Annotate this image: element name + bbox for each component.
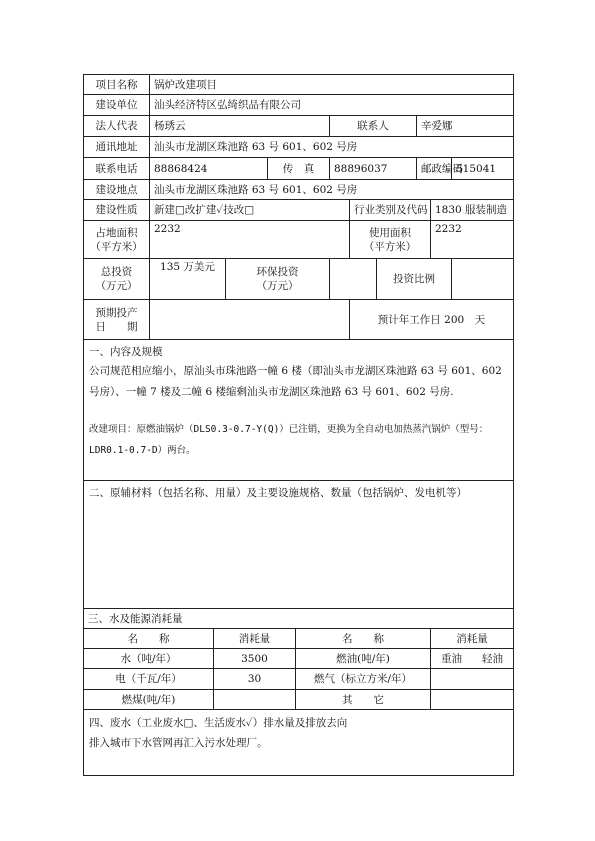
project-name-label: 项目名称 xyxy=(84,75,150,95)
coal-value xyxy=(214,690,296,710)
zip-value: 515041 xyxy=(452,158,514,180)
section1-cell xyxy=(84,340,514,481)
address-value: 汕头市龙湖区珠池路 63 号 601、602 号房 xyxy=(150,137,514,158)
other-label: 其 它 xyxy=(296,690,431,710)
project-info-table xyxy=(83,74,514,776)
industry-label: 行业类别及代码 xyxy=(350,200,431,221)
electricity-label: 电（千瓦/年） xyxy=(84,669,214,690)
total-invest-label xyxy=(84,259,150,300)
section4-text: 排入城市下水管网再汇入污水处理厂。 xyxy=(89,737,268,749)
row-section3-title xyxy=(84,609,514,629)
row-section1 xyxy=(84,340,514,481)
use-area-label-1: 使用面积 xyxy=(369,226,411,239)
env-invest-label-1: 环保投资 xyxy=(256,266,299,278)
land-area-value: 2232 xyxy=(150,221,350,259)
workdays-text: 预计年工作日 200 天 xyxy=(350,300,514,340)
other-value xyxy=(431,690,514,710)
total-invest-label-1: 总投资 xyxy=(100,266,133,278)
total-invest-label-2: （万元） xyxy=(95,280,138,292)
location-label: 建设地点 xyxy=(84,180,150,200)
contact-label: 联系人 xyxy=(330,116,417,137)
address-label: 通讯地址 xyxy=(84,137,150,158)
fax-label: 传 真 xyxy=(268,158,330,180)
energy-name-header: 名 称 xyxy=(84,629,214,649)
contact-value: 辛爱娜 xyxy=(417,116,514,137)
zip-label: 邮政编码 xyxy=(417,158,452,180)
invest-ratio-value xyxy=(452,259,514,300)
energy-name-header-2: 名 称 xyxy=(296,629,431,649)
section1-paragraph-1: 公司规范相应缩小，原汕头市珠池路一幢 6 楼（即汕头市龙湖区珠池路 63 号 601、602 号房）、一幢 7 楼及二幢 6 楼缩剩汕头市龙湖区珠池路 63 号 601、602 号房. xyxy=(89,365,502,398)
land-area-label xyxy=(84,221,150,259)
section1-paragraph-2-text: 改建项目：原燃油锅炉（DLS0.3-0.7-Y(Q)）已注销，更换为全自动电加热蒸汽锅炉（型号：LDR0.1-0.7-D）两台。 xyxy=(89,424,489,456)
use-area-label-2: （平方米） xyxy=(363,240,417,253)
row-area xyxy=(84,221,514,259)
fuel-oil-types xyxy=(431,649,514,669)
schedule-label-1: 预期投产 xyxy=(95,306,138,319)
env-invest-label-2: （万元） xyxy=(256,280,299,292)
env-invest-label xyxy=(226,259,330,300)
row-electricity xyxy=(84,669,514,690)
nature-label: 建设性质 xyxy=(84,200,150,221)
heavy-oil-label: 重油 xyxy=(440,652,462,665)
phone-label: 联系电话 xyxy=(84,158,150,180)
water-value: 3500 xyxy=(214,649,296,669)
row-water xyxy=(84,649,514,669)
row-address xyxy=(84,137,514,158)
row-section3-header xyxy=(84,629,514,649)
section2-cell xyxy=(84,481,514,609)
section1-paragraph-2 xyxy=(89,419,508,461)
row-investment xyxy=(84,259,514,300)
environmental-assessment-form xyxy=(83,74,513,776)
light-oil-label: 轻油 xyxy=(482,652,504,665)
unit-label: 建设单位 xyxy=(84,95,150,116)
electricity-value: 30 xyxy=(214,669,296,690)
schedule-value xyxy=(150,300,350,340)
row-legal xyxy=(84,116,514,137)
energy-use-header-2: 消耗量 xyxy=(431,629,514,649)
nature-value: 新建□改扩建✓技改□ xyxy=(150,200,350,221)
coal-label: 燃煤(吨/年) xyxy=(84,690,214,710)
schedule-label xyxy=(84,300,150,340)
unit-value: 汕头经济特区弘绮织品有限公司 xyxy=(150,95,514,116)
row-unit xyxy=(84,95,514,116)
project-name-value: 锅炉改建项目 xyxy=(150,75,514,95)
section4-cell xyxy=(84,710,514,776)
row-coal xyxy=(84,690,514,710)
schedule-label-2: 日 期 xyxy=(95,320,138,333)
section1-title: 一、内容及规模 xyxy=(89,346,163,358)
row-phone xyxy=(84,158,514,180)
section3-title: 三、水及能源消耗量 xyxy=(84,609,514,629)
row-project-name xyxy=(84,75,514,95)
land-area-label-2: （平方米） xyxy=(90,240,143,253)
phone-value: 88868424 xyxy=(150,158,268,180)
industry-value: 1830 服装制造 xyxy=(431,200,514,221)
gas-label: 燃气（标立方米/年） xyxy=(296,669,431,690)
gas-value xyxy=(431,669,514,690)
location-value: 汕头市龙湖区珠池路 63 号 601、602 号房 xyxy=(150,180,514,200)
water-label: 水（吨/年） xyxy=(84,649,214,669)
legal-value: 杨琇云 xyxy=(150,116,330,137)
use-area-label xyxy=(350,221,431,259)
row-section4 xyxy=(84,710,514,776)
section2-title: 二、原辅材料（包括名称、用量）及主要设施规格、数量（包括锅炉、发电机等） xyxy=(89,487,467,499)
section4-title: 四、废水（工业废水□、生活废水✓）排水量及排放去向 xyxy=(89,717,348,729)
total-invest-value: 135 万美元 xyxy=(150,259,226,300)
fuel-oil-label: 燃油(吨/年) xyxy=(296,649,431,669)
fax-value: 88896037 xyxy=(330,158,417,180)
row-schedule xyxy=(84,300,514,340)
env-invest-value xyxy=(330,259,377,300)
invest-ratio-label: 投资比例 xyxy=(377,259,452,300)
row-location xyxy=(84,180,514,200)
use-area-value: 2232 xyxy=(431,221,514,259)
row-section2 xyxy=(84,481,514,609)
land-area-label-1: 占地面积 xyxy=(95,226,138,239)
legal-label: 法人代表 xyxy=(84,116,150,137)
row-nature xyxy=(84,200,514,221)
energy-use-header: 消耗量 xyxy=(214,629,296,649)
